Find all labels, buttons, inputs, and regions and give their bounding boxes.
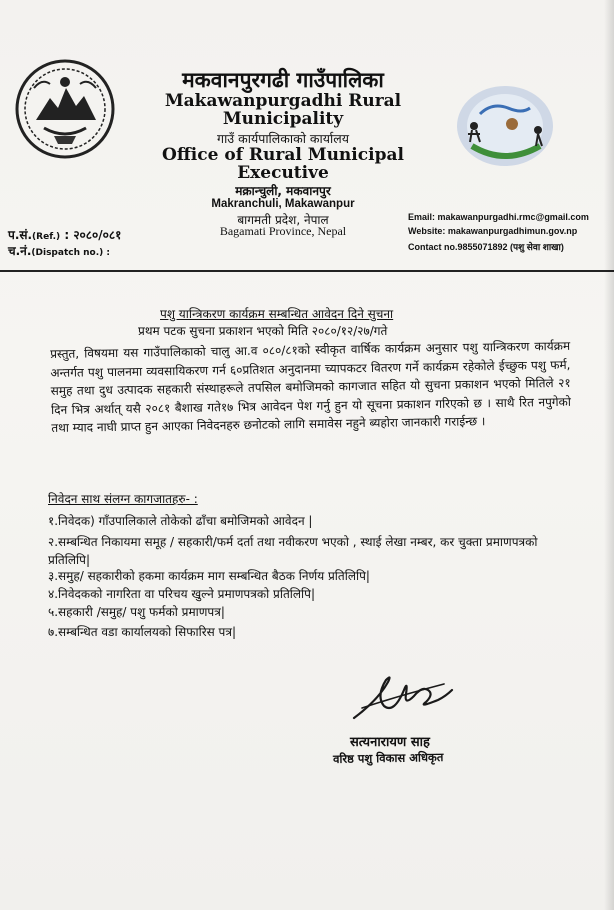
dispatch-number (8, 242, 110, 259)
document-item: ५.सहकारी /समुह/ पशु फर्मको प्रमाणपत्र| (48, 605, 225, 619)
contact-phone: Contact no.9855071892 (पशु सेवा शाखा) (408, 242, 564, 252)
municipality-name-ne: मकवानपुरगढी गाउँपालिका (182, 68, 384, 92)
document-item: १.निवेदक) गाँउपालिकाले तोकेको ढाँचा बमोजिमको आवेदन | (48, 514, 313, 528)
signatory-title: वरिष्ठ पशु विकास अधिकृत (332, 750, 444, 766)
document-item: ७.सम्बन्धित वडा कार्यालयको सिफारिस पत्र| (48, 625, 237, 639)
address-ne: मक्रान्चुली, मकवानपुर (235, 184, 331, 198)
contact-website: Website: makawanpurgadhimun.gov.np (408, 226, 578, 236)
document-item: ३.समुह/ सहकारीको हकमा कार्यक्रम माग सम्बन्धित बैठक निर्णय प्रतिलिपि| (48, 569, 370, 583)
notice-body: प्रस्तुत, विषयमा यस गाउँपालिकाको चालु आ.व ०८०/८१को स्वीकृत वार्षिक कार्यक्रम अनुसार पशु यान्त्रिकरण कार्यक्रम अन्तर्गत पशु पालनमा व्यवसायिकरण गर्न ६०प्रतिशत अनुदानमा च्यापकटर वितरण गर्ने कार्यक्रम रहेकोले ईच्छुक पशु फर्म, समुह तथा दुध उत्पादक सहकारी संस्थाहरूले तपसिल बमोजिमको कागजात सहित यो सुचना प्रकाशन भएको मितिले २१ दिन भित्र अर्थात् यसै २०८१ बैशाख गते१७ भित्र आवेदन पेश गर्नु हुन यो सूचना प्रकाशन गरिएको छ । साथै रित नपुगेको तथा म्याद नाघी प्राप्त हुन आएका निवेदनहरु छनोटको लागि समावेस नहुने ब्यहोरा जानकारी गराईन्छ । (50, 338, 572, 435)
dispatch-label: च.नं. (8, 244, 32, 258)
province-ne: बागमती प्रदेश, नेपाल (237, 213, 329, 227)
address-en: Makranchuli, Makawanpur (211, 198, 355, 210)
document-item: २.सम्बन्धित निकायमा समूह / सहकारी/फर्म दर्ता तथा नवीकरण भएको , स्थाई लेखा नम्बर, कर चुक्ता प्रमाणपत्रको प्रतिलिपि| (48, 535, 538, 567)
signatory-name: सत्यनारायण साह (350, 735, 430, 750)
reference-number (8, 226, 121, 243)
municipality-logo-icon (452, 80, 558, 172)
first-published-date: प्रथम पटक सुचना प्रकाशन भएको मिति २०८०/१२/२७/गते (138, 324, 388, 338)
documents-heading: निवेदन साथ संलग्न कागजातहरु- : (48, 492, 198, 506)
province-en: Bagamati Province, Nepal (219, 224, 347, 238)
document-item: ४.निवेदकको नागरिता वा परिचय खुल्ने प्रमाणपत्रको प्रतिलिपि| (48, 587, 315, 601)
dispatch-label-en: (Dispatch no.) : (31, 248, 110, 258)
ref-value: : २०८०/०८१ (64, 228, 122, 242)
header-divider (0, 270, 614, 272)
page-edge-shadow (604, 0, 614, 910)
office-name-en: Office of Rural Municipal Executive (162, 145, 404, 183)
municipality-name-en: Makawanpurgadhi Rural Municipality (164, 91, 402, 129)
ref-label-en: (Ref.) (32, 232, 61, 242)
signature-mark (348, 660, 458, 730)
office-name-ne: गाउँ कार्यपालिकाको कार्यालय (217, 131, 349, 146)
contact-email: Email: makawanpurgadhi.rmc@gmail.com (408, 212, 589, 222)
nepal-emblem-icon (14, 58, 116, 160)
notice-subject: पशु यान्त्रिकरण कार्यक्रम सम्बन्धित आवेदन दिने सुचना (160, 307, 394, 321)
ref-label: प.सं. (8, 228, 33, 242)
